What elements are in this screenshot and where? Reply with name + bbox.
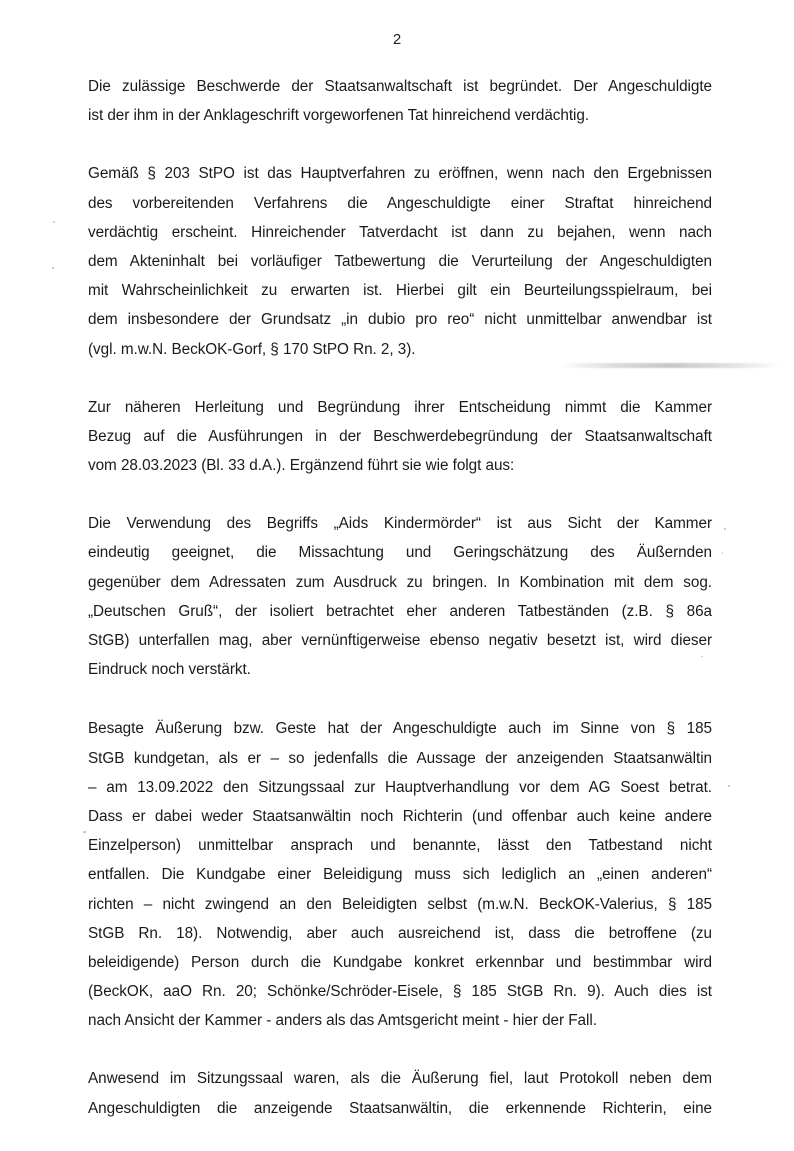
paragraph-3: [88, 393, 712, 481]
text-line: verdächtig erscheint. Hinreichender Tatverdacht ist dann zu bejahen, wenn nach: [88, 223, 712, 241]
text-line: Angeschuldigten die anzeigende Staatsanwältin, die erkennende Richterin, eine: [88, 1099, 712, 1117]
text-line: StGB Rn. 18). Notwendig, aber auch ausreichend ist, dass die betroffene (zu: [88, 924, 712, 942]
paragraph-1: [88, 72, 712, 130]
scan-speck: [83, 831, 86, 833]
paragraph-5: [88, 714, 712, 1035]
text-line: – am 13.09.2022 den Sitzungssaal zur Hauptverhandlung vor dem AG Soest betrat.: [88, 778, 712, 796]
text-line: „Deutschen Gruß“, der isoliert betrachtet eher anderen Tatbeständen (z.B. § 86a: [88, 602, 712, 620]
scan-speck: [728, 785, 730, 787]
text-line: Besagte Äußerung bzw. Geste hat der Angeschuldigte auch im Sinne von § 185: [88, 720, 712, 738]
text-line: Bezug auf die Ausführungen in der Beschwerdebegründung der Staatsanwaltschaft: [88, 427, 712, 445]
text-line: mit Wahrscheinlichkeit zu erwarten ist. Hierbei gilt ein Beurteilungsspielraum, bei: [88, 282, 712, 300]
text-line: des vorbereitenden Verfahrens die Angeschuldigte einer Straftat hinreichend: [88, 194, 712, 212]
scan-speck: [53, 221, 55, 223]
text-line: Zur näheren Herleitung und Begründung ihrer Entscheidung nimmt die Kammer: [88, 398, 712, 416]
text-line: Die Verwendung des Begriffs „Aids Kindermörder“ ist aus Sicht der Kammer: [88, 515, 712, 533]
text-line: Eindruck noch verstärkt.: [88, 661, 251, 679]
document-body: [88, 72, 712, 1151]
scan-speck: [724, 528, 726, 530]
text-line: vom 28.03.2023 (Bl. 33 d.A.). Ergänzend führt sie wie folgt aus:: [88, 457, 515, 475]
paragraph-6: [88, 1064, 712, 1122]
text-line: Dass er dabei weder Staatsanwältin noch Richterin (und offenbar auch keine andere: [88, 807, 712, 825]
text-line: StGB) unterfallen mag, aber vernünftigerweise ebenso negativ besetzt ist, wird dieser: [88, 632, 712, 649]
text-line: Gemäß § 203 StPO ist das Hauptverfahren zu eröffnen, wenn nach den Ergebnissen: [88, 165, 712, 183]
text-line: entfallen. Die Kundgabe einer Beleidigung muss sich lediglich an „einen anderen“: [88, 866, 712, 884]
scan-speck: [722, 552, 723, 554]
text-line: (vgl. m.w.N. BeckOK-Gorf, § 170 StPO Rn. 2, 3).: [88, 340, 416, 358]
text-line: richten – nicht zwingend an den Beleidigten selbst (m.w.N. BeckOK-Valerius, § 185: [88, 895, 712, 913]
page-number: 2: [392, 31, 402, 48]
text-line: (BeckOK, aaO Rn. 20; Schönke/Schröder-Eisele, § 185 StGB Rn. 9). Auch dies ist: [88, 983, 712, 1001]
paragraph-4: [88, 509, 712, 684]
text-line: dem Akteninhalt bei vorläufiger Tatbewertung die Verurteilung der Angeschuldigten: [88, 252, 712, 270]
text-line: dem insbesondere der Grundsatz „in dubio pro reo“ nicht unmittelbar anwendbar ist: [88, 311, 712, 329]
text-line: eindeutig geeignet, die Missachtung und Geringschätzung des Äußernden: [88, 544, 712, 562]
text-line: Einzelperson) unmittelbar ansprach und benannte, lässt den Tatbestand nicht: [88, 837, 712, 855]
text-line: Anwesend im Sitzungssaal waren, als die Äußerung fiel, laut Protokoll neben dem: [88, 1070, 712, 1088]
text-line: beleidigende) Person durch die Kundgabe konkret erkennbar und bestimmbar wird: [88, 953, 712, 971]
scan-smudge: [560, 363, 780, 368]
text-line: Die zulässige Beschwerde der Staatsanwaltschaft ist begründet. Der Angeschuldigte: [88, 78, 712, 95]
text-line: StGB kundgetan, als er – so jedenfalls die Aussage der anzeigenden Staatsanwältin: [88, 749, 712, 767]
text-line: nach Ansicht der Kammer - anders als das Amtsgericht meint - hier der Fall.: [88, 1012, 597, 1030]
paragraph-2: [88, 159, 712, 363]
text-line: ist der ihm in der Anklageschrift vorgeworfenen Tat hinreichend verdächtig.: [88, 107, 590, 125]
scan-speck: [52, 267, 54, 269]
scan-speck: [701, 656, 703, 657]
text-line: gegenüber dem Adressaten zum Ausdruck zu bringen. In Kombination mit dem sog.: [88, 573, 712, 591]
